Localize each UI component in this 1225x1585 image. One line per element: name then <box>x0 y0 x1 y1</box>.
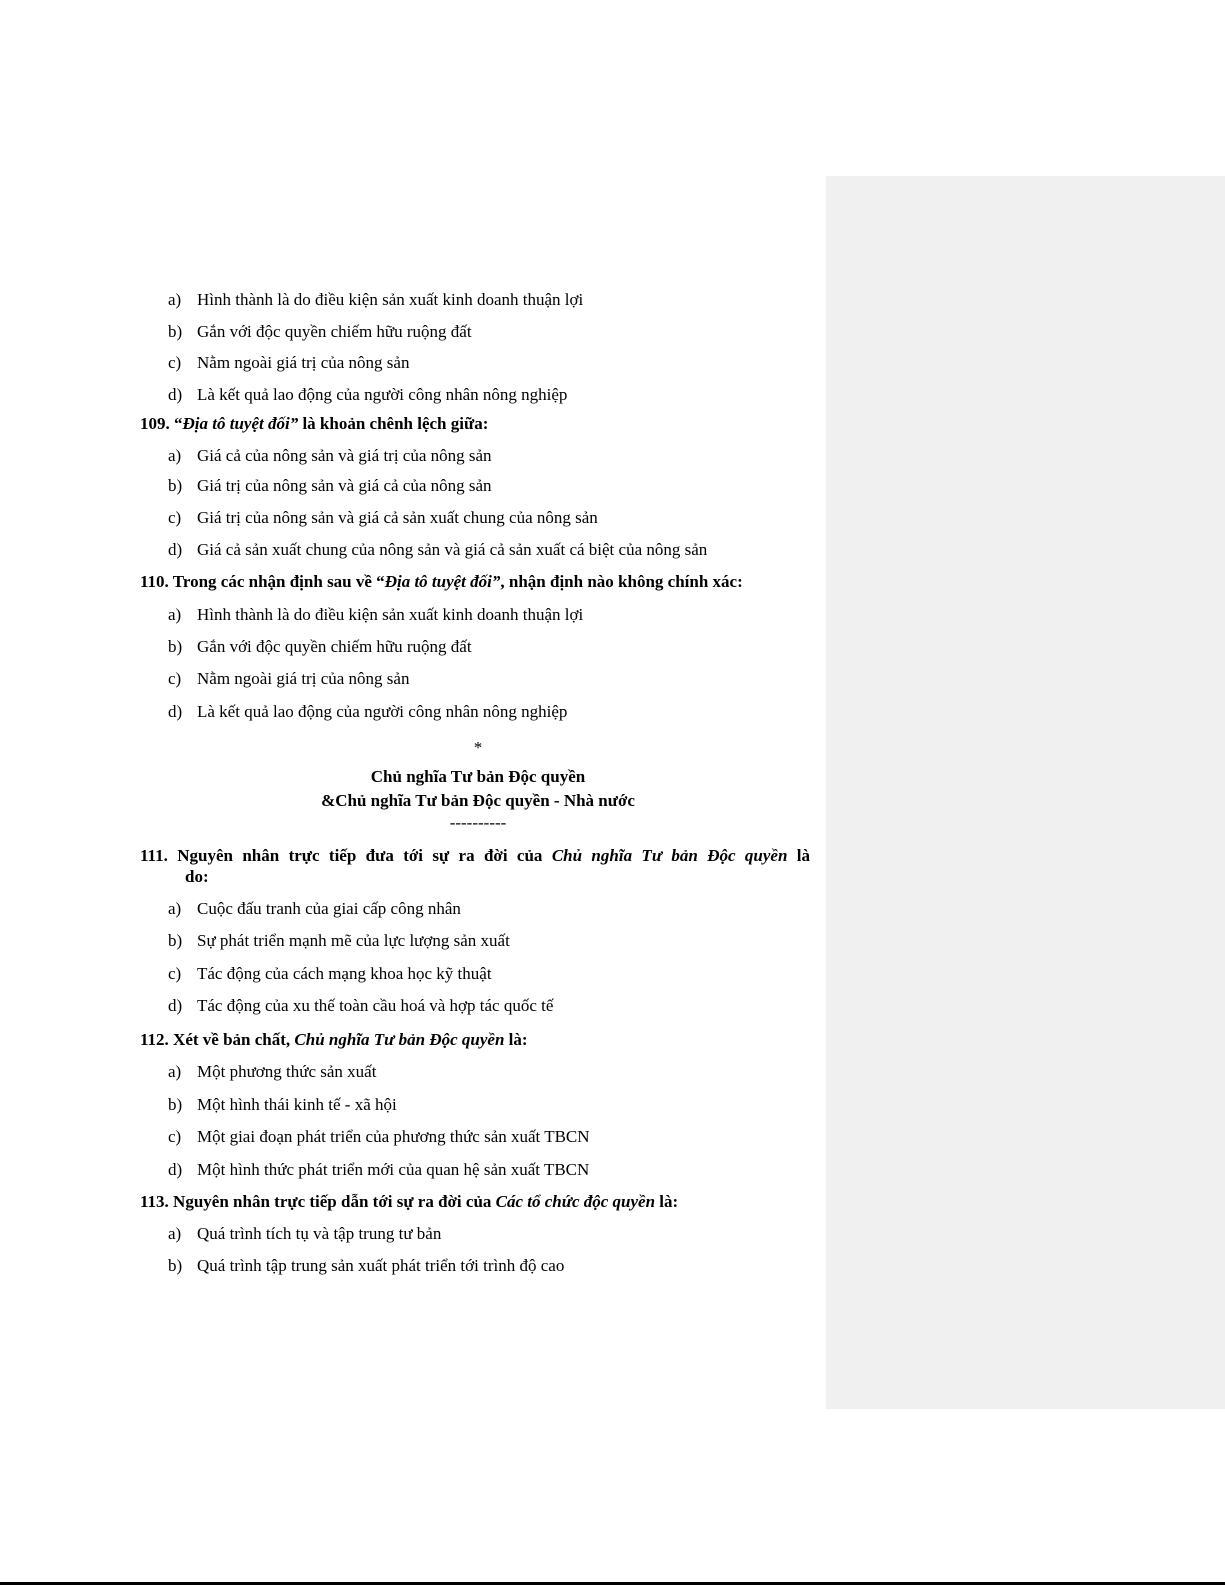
option-109-a: a) Giá cả của nông sản và giá trị của nông sản <box>168 446 492 465</box>
question-111: 111. Nguyên nhân trực tiếp đưa tới sự ra đời của Chủ nghĩa Tư bản Độc quyền là <box>140 846 811 865</box>
option-112-c: c) Một giai đoạn phát triển của phương thức sản xuất TBCN <box>168 1127 590 1146</box>
option-108-d: d) Là kết quả lao động của người công nhân nông nghiệp <box>168 385 568 404</box>
section-title-line-2: &Chủ nghĩa Tư bản Độc quyền - Nhà nước <box>321 791 635 810</box>
option-108-a: a) Hình thành là do điều kiện sản xuất kinh doanh thuận lợi <box>168 290 584 309</box>
option-112-d: d) Một hình thức phát triển mới của quan hệ sản xuất TBCN <box>168 1160 590 1179</box>
option-112-b: b) Một hình thái kinh tế - xã hội <box>168 1095 397 1114</box>
option-111-c: c) Tác động của cách mạng khoa học kỹ thuật <box>168 964 492 983</box>
question-113: 113. Nguyên nhân trực tiếp dẫn tới sự ra đời của Các tổ chức độc quyền là: <box>140 1192 679 1211</box>
section-separator-asterisk: * <box>473 738 483 757</box>
option-112-a: a) Một phương thức sản xuất <box>168 1062 377 1081</box>
option-110-a: a) Hình thành là do điều kiện sản xuất kinh doanh thuận lợi <box>168 605 584 624</box>
option-109-d: d) Giá cả sản xuất chung của nông sản và giá cả sản xuất cá biệt của nông sản <box>168 540 708 559</box>
question-112: 112. Xét về bản chất, Chủ nghĩa Tư bản Độc quyền là: <box>140 1030 528 1049</box>
question-111-continuation: do: <box>185 867 209 886</box>
option-110-c: c) Nằm ngoài giá trị của nông sản <box>168 669 410 688</box>
option-108-c: c) Nằm ngoài giá trị của nông sản <box>168 353 410 372</box>
question-109: 109. “Địa tô tuyệt đối” là khoản chênh lệch giữa: <box>140 414 489 433</box>
option-113-b: b) Quá trình tập trung sản xuất phát triển tới trình độ cao <box>168 1256 565 1275</box>
section-title-line-1: Chủ nghĩa Tư bản Độc quyền <box>370 767 586 786</box>
option-113-a: a) Quá trình tích tụ và tập trung tư bản <box>168 1224 442 1243</box>
option-109-c: c) Giá trị của nông sản và giá cả sản xuất chung của nông sản <box>168 508 598 527</box>
option-109-b: b) Giá trị của nông sản và giá cả của nông sản <box>168 476 492 495</box>
section-dashes: ---------- <box>449 813 507 832</box>
question-110: 110. Trong các nhận định sau về “Địa tô tuyệt đối”, nhận định nào không chính xác: <box>140 572 743 591</box>
option-110-b: b) Gắn với độc quyền chiếm hữu ruộng đất <box>168 637 472 656</box>
comment-pane <box>826 176 1225 1409</box>
option-108-b: b) Gắn với độc quyền chiếm hữu ruộng đất <box>168 322 472 341</box>
option-110-d: d) Là kết quả lao động của người công nhân nông nghiệp <box>168 702 568 721</box>
option-111-b: b) Sự phát triển mạnh mẽ của lực lượng sản xuất <box>168 931 510 950</box>
option-111-a: a) Cuộc đấu tranh của giai cấp công nhân <box>168 899 461 918</box>
option-111-d: d) Tác động của xu thế toàn cầu hoá và hợp tác quốc tế <box>168 996 554 1015</box>
